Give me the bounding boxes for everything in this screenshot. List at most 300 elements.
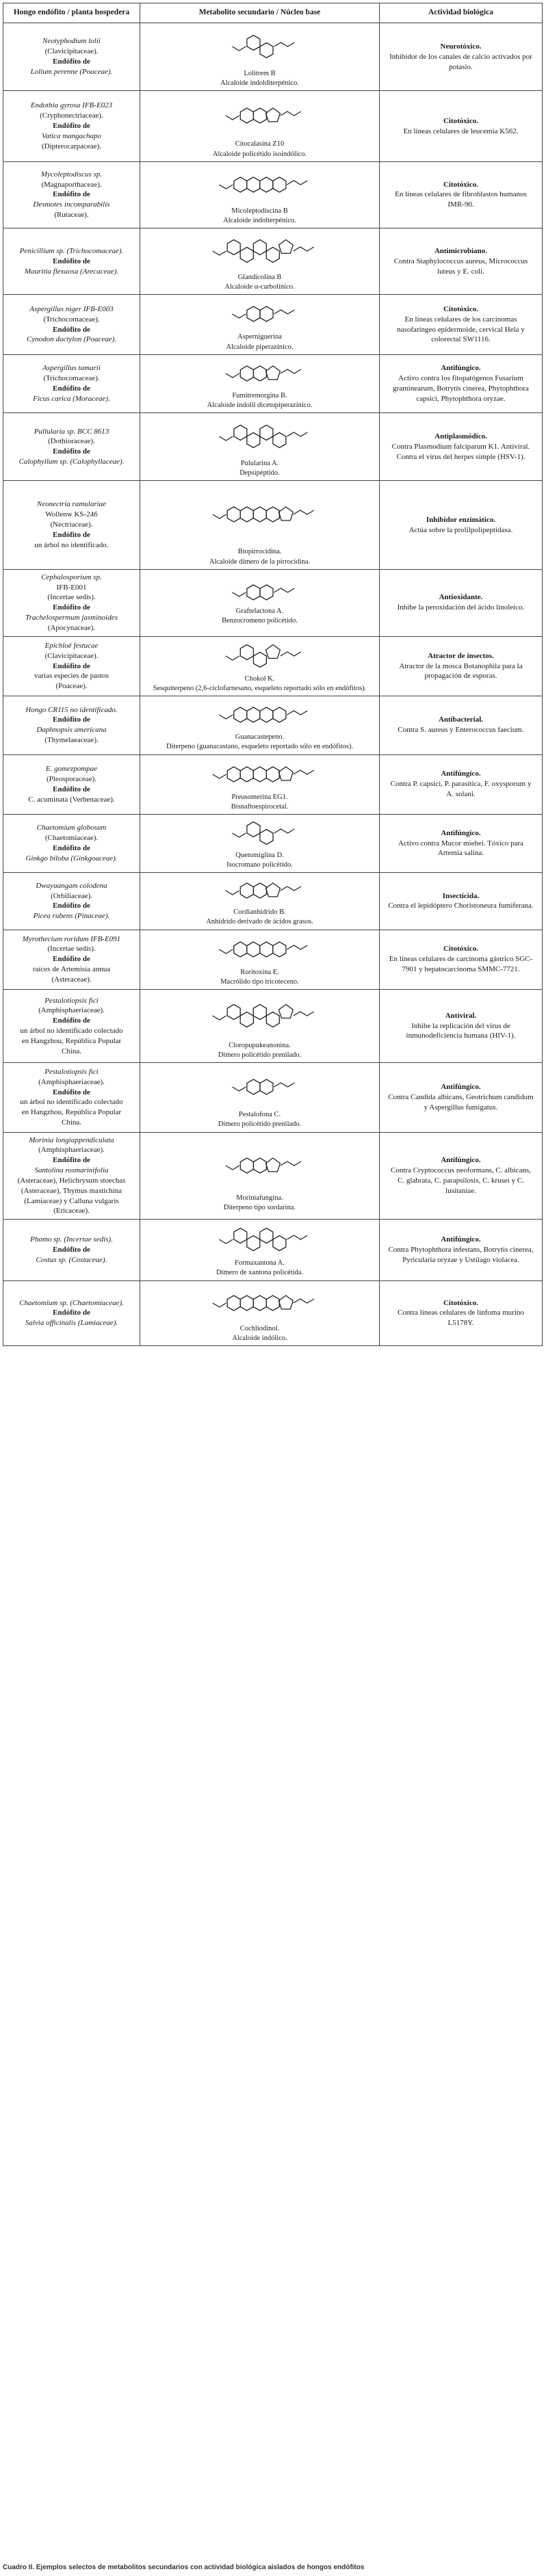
activity-text: Contra P. capsici, P. parasitica, F. oxysporum y A. solani. — [390, 780, 532, 799]
side-chain — [225, 116, 239, 120]
metabolite-cell — [140, 1132, 380, 1220]
side-chain — [232, 592, 246, 596]
ring — [253, 652, 266, 667]
host-cell — [3, 636, 140, 696]
activity-cell — [380, 1132, 543, 1220]
activity-cell — [380, 636, 543, 696]
host-cell — [3, 930, 140, 989]
host-cell — [3, 413, 140, 481]
ring — [265, 1158, 280, 1172]
ring — [259, 1228, 272, 1244]
activity-text: Contra Cryptococcus neoformans, C. albicans, C. glabrata, C. parapsilosis, C. krusei y C. lusitaniae. — [391, 1166, 531, 1195]
chemical-structure — [202, 875, 318, 906]
activity-heading: Antifúngico. — [441, 828, 481, 837]
compound-name: Pestalofona C. — [238, 1111, 281, 1119]
metabolite-cell — [140, 91, 380, 161]
ring — [272, 707, 285, 722]
activity-heading: Citotóxico. — [443, 304, 478, 313]
ring — [233, 942, 246, 957]
host-line: Phomo sp. (Incertae sedis). — [30, 1235, 113, 1244]
side-chain — [212, 514, 226, 518]
activity-cell — [380, 569, 543, 636]
table-row — [3, 413, 543, 481]
table-row — [3, 569, 543, 636]
compound-name: Glandicolina B — [237, 274, 282, 282]
table-row — [3, 989, 543, 1062]
ring — [246, 822, 259, 837]
activity-cell — [380, 481, 543, 569]
chemical-structure — [202, 757, 318, 791]
host-line: Endothia gyrosa IFB-E023 — [30, 101, 113, 110]
host-line: Desmotes incomparabilis — [33, 200, 110, 209]
metabolite-cell — [140, 873, 380, 930]
table-row — [3, 91, 543, 161]
host-line: Endófito de — [53, 955, 90, 964]
activity-text: En líneas celulares de carcinoma gástrico SGC-7901 y hepatocarcinoma SMMC-7721. — [389, 955, 533, 974]
metabolite-cell — [140, 481, 380, 569]
host-line: (Thymelaeaceae). — [44, 736, 99, 745]
activity-text: Atractor de la mosca Botanophila para la propagación de esporas. — [399, 661, 523, 681]
activity-heading: Antifúngico. — [441, 1156, 481, 1165]
side-chain — [287, 945, 307, 949]
host-line: Mycoleptodiscus sp. — [40, 170, 103, 179]
side-chain — [274, 588, 294, 592]
side-chain — [293, 1012, 313, 1016]
host-line: Endófito de — [53, 122, 90, 131]
table-row — [3, 873, 543, 930]
side-chain — [287, 432, 307, 436]
compound-type: Sesquiterpeno (2,6-ciclofarnesano, esqueleto reportado sólo en endófitos). — [153, 684, 367, 692]
side-chain — [212, 1016, 226, 1020]
side-chain — [219, 436, 233, 441]
chemical-structure — [202, 1139, 318, 1192]
host-line: Vatica mangachapo — [41, 131, 102, 140]
table-row — [3, 636, 543, 696]
host-line: Santolina rosmarinifolia — [34, 1166, 109, 1175]
ring — [246, 36, 259, 51]
compound-name: Citocalasina Z10 — [235, 140, 285, 148]
activity-text: Contra Plasmodium falciparum K1. Antiviral. Contra el virus del herpes simple (HSV-1). — [391, 442, 530, 461]
host-cell — [3, 873, 140, 930]
side-chain — [232, 833, 246, 837]
metabolite-cell — [140, 413, 380, 481]
ring — [265, 366, 280, 380]
host-line: (Rutaceae). — [54, 211, 89, 220]
ring — [278, 1004, 293, 1018]
ring — [266, 1012, 279, 1027]
side-chain — [225, 373, 239, 378]
host-line: Endófito de — [53, 661, 90, 670]
ring — [272, 1236, 285, 1251]
table-body — [3, 23, 543, 1346]
side-chain — [219, 1239, 233, 1244]
ring — [259, 177, 272, 192]
activity-cell — [380, 91, 543, 161]
ring — [259, 425, 272, 441]
host-line: Endófito de — [53, 1016, 90, 1025]
ring — [266, 507, 279, 522]
host-line: Mauritia flexuosa (Arecaceae). — [24, 267, 119, 276]
host-line: (Trichocomaceae). — [43, 374, 100, 383]
activity-heading: Antibacterial. — [438, 715, 484, 724]
host-line: Calophyllum sp. (Calophyllaceae). — [18, 458, 125, 466]
activity-cell — [380, 228, 543, 295]
host-cell — [3, 1063, 140, 1132]
activity-cell — [380, 754, 543, 814]
host-line: Costus sp. (Costaceae). — [36, 1255, 107, 1264]
host-line: Aspergillus tamarii — [42, 364, 101, 373]
chemical-structure — [202, 231, 318, 272]
host-line: (Asteraceae), Thymus mastichina — [21, 1186, 122, 1195]
activity-cell — [380, 696, 543, 754]
chemical-structure — [202, 1065, 318, 1109]
ring — [240, 1012, 253, 1027]
table-row — [3, 295, 543, 354]
metabolite-cell — [140, 23, 380, 91]
host-line: en Hangzhou, República Popular — [21, 1108, 122, 1117]
activity-heading: Antifúngico. — [441, 770, 481, 778]
compound-type: Alcaloide α-carbolínico. — [224, 283, 295, 291]
host-line: China. — [61, 1118, 82, 1127]
ring — [240, 1158, 253, 1173]
table-row — [3, 228, 543, 295]
host-line: Neotyphodium lolii — [42, 37, 101, 46]
host-line: (Dothioraceae). — [48, 437, 95, 446]
host-cell — [3, 91, 140, 161]
host-cell — [3, 23, 140, 91]
activity-text: En líneas celulares de fibroblastos humanos IMR-90. — [395, 190, 527, 209]
side-chain — [212, 251, 226, 255]
activity-heading: Citotóxico. — [443, 116, 478, 125]
host-line: un árbol no identificado. — [34, 540, 109, 549]
host-line: Endófito de — [53, 447, 90, 456]
host-cell — [3, 754, 140, 814]
host-cell — [3, 696, 140, 754]
host-line: Lolium perenne (Poaceae). — [30, 68, 113, 77]
compound-name: Asperniguerina — [237, 333, 282, 341]
host-cell — [3, 481, 140, 569]
chemical-structure — [202, 93, 318, 138]
activity-heading: Antifúngico. — [441, 1235, 481, 1244]
activity-heading: Citotóxico. — [443, 1298, 478, 1307]
activity-heading: Citotóxico. — [443, 180, 478, 189]
host-line: Neonectria ramulariae — [36, 500, 107, 509]
host-cell — [3, 228, 140, 295]
ring — [259, 1079, 272, 1094]
host-line: (Incertae sedis). — [47, 593, 96, 602]
metabolite-cell — [140, 161, 380, 228]
side-chain — [212, 774, 226, 778]
chemical-structure — [202, 579, 318, 605]
ring — [259, 306, 272, 321]
host-line: Epichloë festucae — [44, 641, 99, 650]
table-row — [3, 814, 543, 872]
activity-text: Inhibe la replicación del virus de inmunodeficiencia humana (HIV-1). — [406, 1021, 516, 1040]
activity-cell — [380, 930, 543, 989]
host-line: Endófito de — [53, 325, 90, 334]
ring — [240, 883, 253, 898]
side-chain — [212, 1303, 226, 1307]
side-chain — [280, 652, 300, 656]
ring — [278, 240, 293, 254]
host-line: (Pleosporaceae). — [47, 774, 96, 783]
side-chain — [280, 1161, 300, 1166]
ring — [246, 306, 259, 321]
metabolite-cell — [140, 1063, 380, 1132]
ring — [259, 942, 272, 957]
ring — [266, 248, 279, 263]
side-chain — [274, 42, 294, 47]
ring — [246, 1079, 259, 1094]
activity-cell — [380, 873, 543, 930]
host-cell — [3, 295, 140, 354]
host-line: Daphnopsis americana — [36, 726, 107, 735]
chemical-structure — [202, 817, 318, 850]
host-line: un árbol no identificado colectado — [20, 1027, 123, 1036]
host-line: Dwayaangam colodena — [36, 881, 107, 890]
host-line: (Cryphonectriaceae). — [40, 111, 103, 120]
host-line: Pestalotiopsis fici — [44, 1067, 99, 1076]
ring — [240, 1296, 253, 1311]
side-chain — [219, 715, 233, 719]
host-line: C. acuminata (Verbenaceae). — [28, 795, 115, 804]
host-line: Endófito de — [53, 531, 90, 539]
compound-name: Biopirrocidina. — [237, 548, 282, 556]
host-line: Ginkgo biloba (Ginkgoaceae). — [25, 854, 118, 863]
metabolite-cell — [140, 569, 380, 636]
side-chain — [274, 829, 294, 833]
activity-text: Contra líneas celulares de linfoma murino L5178Y. — [398, 1309, 524, 1328]
host-line: Endófito de — [53, 190, 90, 199]
host-line: Salvia officinalis (Lamiaceae). — [25, 1319, 118, 1328]
compound-type: Dímero de xantona policétida. — [216, 1269, 304, 1277]
host-line: (Poaceae). — [55, 682, 88, 691]
host-line: (Magnaporthaceae). — [41, 180, 102, 189]
activity-cell — [380, 1063, 543, 1132]
table-row — [3, 1132, 543, 1220]
ring — [233, 425, 246, 441]
host-cell — [3, 354, 140, 412]
ring — [253, 1296, 266, 1311]
host-line: (Trichocomaceae). — [43, 315, 100, 324]
metabolite-cell — [140, 989, 380, 1062]
compound-name: Graftelactona A. — [235, 607, 284, 616]
host-line: Cephalosporium sp. — [41, 573, 102, 581]
host-line: (Clavicipitaceae). — [44, 651, 99, 660]
compound-type: Isocromano policétido. — [226, 861, 293, 869]
metabolites-table — [3, 3, 543, 1346]
metabolite-cell — [140, 696, 380, 754]
host-cell — [3, 1280, 140, 1345]
activity-cell — [380, 413, 543, 481]
compound-type: Bisnaftoespirocetal. — [231, 802, 289, 811]
side-chain — [274, 1083, 294, 1087]
activity-heading: Antiplasmódico. — [434, 432, 487, 441]
side-chain — [219, 949, 233, 954]
side-chain — [280, 111, 300, 116]
activity-text: Contra Staphylococcus aureus, Micrococcus luteus y E. coli. — [393, 257, 528, 276]
table-row — [3, 930, 543, 989]
ring — [246, 585, 259, 600]
host-line: China. — [61, 1047, 82, 1055]
compound-type: Dímero policétido prenilado. — [218, 1120, 302, 1129]
host-line: Hongo CR115 no identificado. — [25, 705, 118, 714]
table-row — [3, 1280, 543, 1345]
host-cell — [3, 1132, 140, 1220]
activity-heading: Antiviral. — [445, 1011, 477, 1020]
host-cell — [3, 569, 140, 636]
host-line: Aspergillus niger IFB-E003 — [29, 304, 114, 313]
compound-name: Formaxantona A. — [235, 1259, 285, 1267]
host-line: Endófito de — [53, 257, 90, 265]
table-row — [3, 696, 543, 754]
chemical-structure — [202, 639, 318, 673]
host-line: E. gomezpompae — [45, 764, 98, 773]
host-line: (Clavicipitaceae). — [44, 47, 99, 56]
host-line: (Nectriaceae). — [50, 521, 93, 529]
ring — [278, 1296, 293, 1309]
side-chain — [225, 1166, 239, 1170]
host-line: Myrothecium roridum IFB-E091 — [22, 934, 121, 943]
host-line: Morinia longiappendiculata — [29, 1135, 114, 1144]
chemical-structure — [202, 415, 318, 458]
table-header-row — [3, 3, 543, 23]
table-row — [3, 481, 543, 569]
host-line: (Dipterocarpaceae). — [41, 142, 102, 150]
side-chain — [232, 314, 246, 318]
activity-text: Contra Phytophthora infestans, Botrytis cinerea, Pyricularia oryzae y Ustilago violacea. — [388, 1246, 534, 1264]
header-activity: Actividad biológica — [380, 3, 543, 23]
side-chain — [225, 656, 239, 660]
activity-text: Inhibidor de los canales de calcio activados por potasio. — [389, 52, 532, 71]
ring — [259, 585, 272, 600]
ring — [259, 43, 272, 58]
ring — [272, 433, 285, 448]
compound-type: Alcaloide piperazínico. — [226, 343, 294, 351]
host-cell — [3, 989, 140, 1062]
compound-name: Fumitremorgina B. — [232, 391, 287, 399]
ring — [278, 767, 293, 780]
compound-type: Benzocromeno policétido. — [222, 617, 298, 625]
ring — [253, 1158, 266, 1173]
activity-cell — [380, 989, 543, 1062]
ring — [265, 883, 280, 897]
compound-type: Macrólido tipo tricoteceno. — [220, 977, 299, 986]
chemical-structure — [202, 483, 318, 546]
ring — [253, 767, 266, 782]
chemical-structure — [202, 698, 318, 731]
ring — [227, 1296, 240, 1311]
activity-cell — [380, 161, 543, 228]
compound-name: Lolitrem B — [244, 70, 276, 77]
host-line: varias especies de pastos — [34, 672, 109, 681]
host-line: (Amphisphaeriaceae). — [38, 1146, 105, 1155]
host-line: Chaetomium globosum — [36, 824, 107, 832]
ring — [233, 707, 246, 722]
host-line: Wollenw KS-246 — [45, 510, 98, 519]
compound-type: Alcaloide indólico. — [232, 1334, 287, 1342]
ring — [233, 1228, 246, 1244]
ring — [253, 108, 266, 123]
ring — [265, 644, 280, 658]
metabolite-cell — [140, 295, 380, 354]
host-line: Pestalotiopsis fici — [44, 996, 99, 1005]
chemical-structure — [202, 932, 318, 967]
ring — [240, 108, 253, 123]
ring — [233, 177, 246, 192]
metabolite-cell — [140, 354, 380, 412]
side-chain — [219, 185, 233, 189]
host-line: Endófito de — [53, 603, 90, 612]
ring — [246, 707, 259, 722]
ring — [227, 1004, 240, 1019]
side-chain — [293, 770, 313, 774]
ring — [253, 1004, 266, 1019]
ring — [240, 644, 253, 659]
side-chain — [293, 247, 313, 251]
table-caption: Cuadro II. Ejemplos selectos de metabolitos secundarios con actividad biológica aislados de hongos endófitos — [3, 2564, 365, 2571]
table-row — [3, 1220, 543, 1280]
metabolite-cell — [140, 1280, 380, 1345]
host-cell — [3, 161, 140, 228]
host-line: Endófito de — [53, 844, 90, 853]
compound-type: Alcaloide indolil dicetopiperazínico. — [207, 401, 313, 409]
compound-name: Pulularina A. — [240, 460, 279, 468]
ring — [266, 1296, 279, 1311]
activity-heading: Inhibidor enzimático. — [426, 515, 496, 524]
side-chain — [280, 886, 300, 891]
activity-text: Contra S. aureus y Enterococcus faecium. — [398, 726, 524, 735]
host-line: Pullularia sp. BCC 8613 — [34, 427, 109, 436]
host-line: Endófito de — [53, 715, 90, 724]
host-line: (Amphisphaeriaceae). — [38, 1006, 105, 1015]
host-line: Ficus carica (Moraceae). — [33, 394, 110, 403]
activity-text: En líneas celulares de leucemia K562. — [403, 127, 519, 135]
host-line: Endófito de — [53, 902, 90, 910]
activity-text: Inhibe la peroxidación del ácido linoleico. — [397, 603, 525, 612]
ring — [266, 767, 279, 782]
compound-name: Cloropupukeanonina. — [229, 1041, 291, 1049]
side-chain — [232, 47, 246, 51]
host-line: (Asteraceae). — [51, 975, 92, 984]
ring — [272, 942, 285, 957]
host-line: Endófito de — [53, 1309, 90, 1317]
ring — [246, 433, 259, 448]
table-row — [3, 1063, 543, 1132]
side-chain — [274, 310, 294, 314]
compound-type: Alcaloide dímero de la pirrocidina. — [209, 557, 311, 566]
header-metabolite: Metabolito secundario / Núcleo base — [140, 3, 380, 23]
compound-type: Depsipéptido. — [239, 469, 280, 477]
compound-name: Cordianhídrido B. — [233, 908, 286, 917]
host-line: (Asteraceae), Helichrysum stoechas — [17, 1176, 126, 1185]
ring — [227, 507, 240, 522]
table-row — [3, 754, 543, 814]
ring — [227, 240, 240, 255]
activity-heading: Antifúngico. — [441, 364, 481, 373]
activity-heading: Antioxidante. — [439, 593, 483, 602]
ring — [253, 240, 266, 255]
compound-name: Moriniafungina. — [236, 1194, 283, 1202]
metabolite-cell — [140, 930, 380, 989]
host-line: Picea rubens (Pinaceae). — [33, 912, 110, 921]
metabolite-cell — [140, 814, 380, 872]
host-line: (Apocynaceae). — [47, 623, 96, 632]
host-cell — [3, 1220, 140, 1280]
ring — [246, 177, 259, 192]
activity-cell — [380, 814, 543, 872]
table-row — [3, 161, 543, 228]
